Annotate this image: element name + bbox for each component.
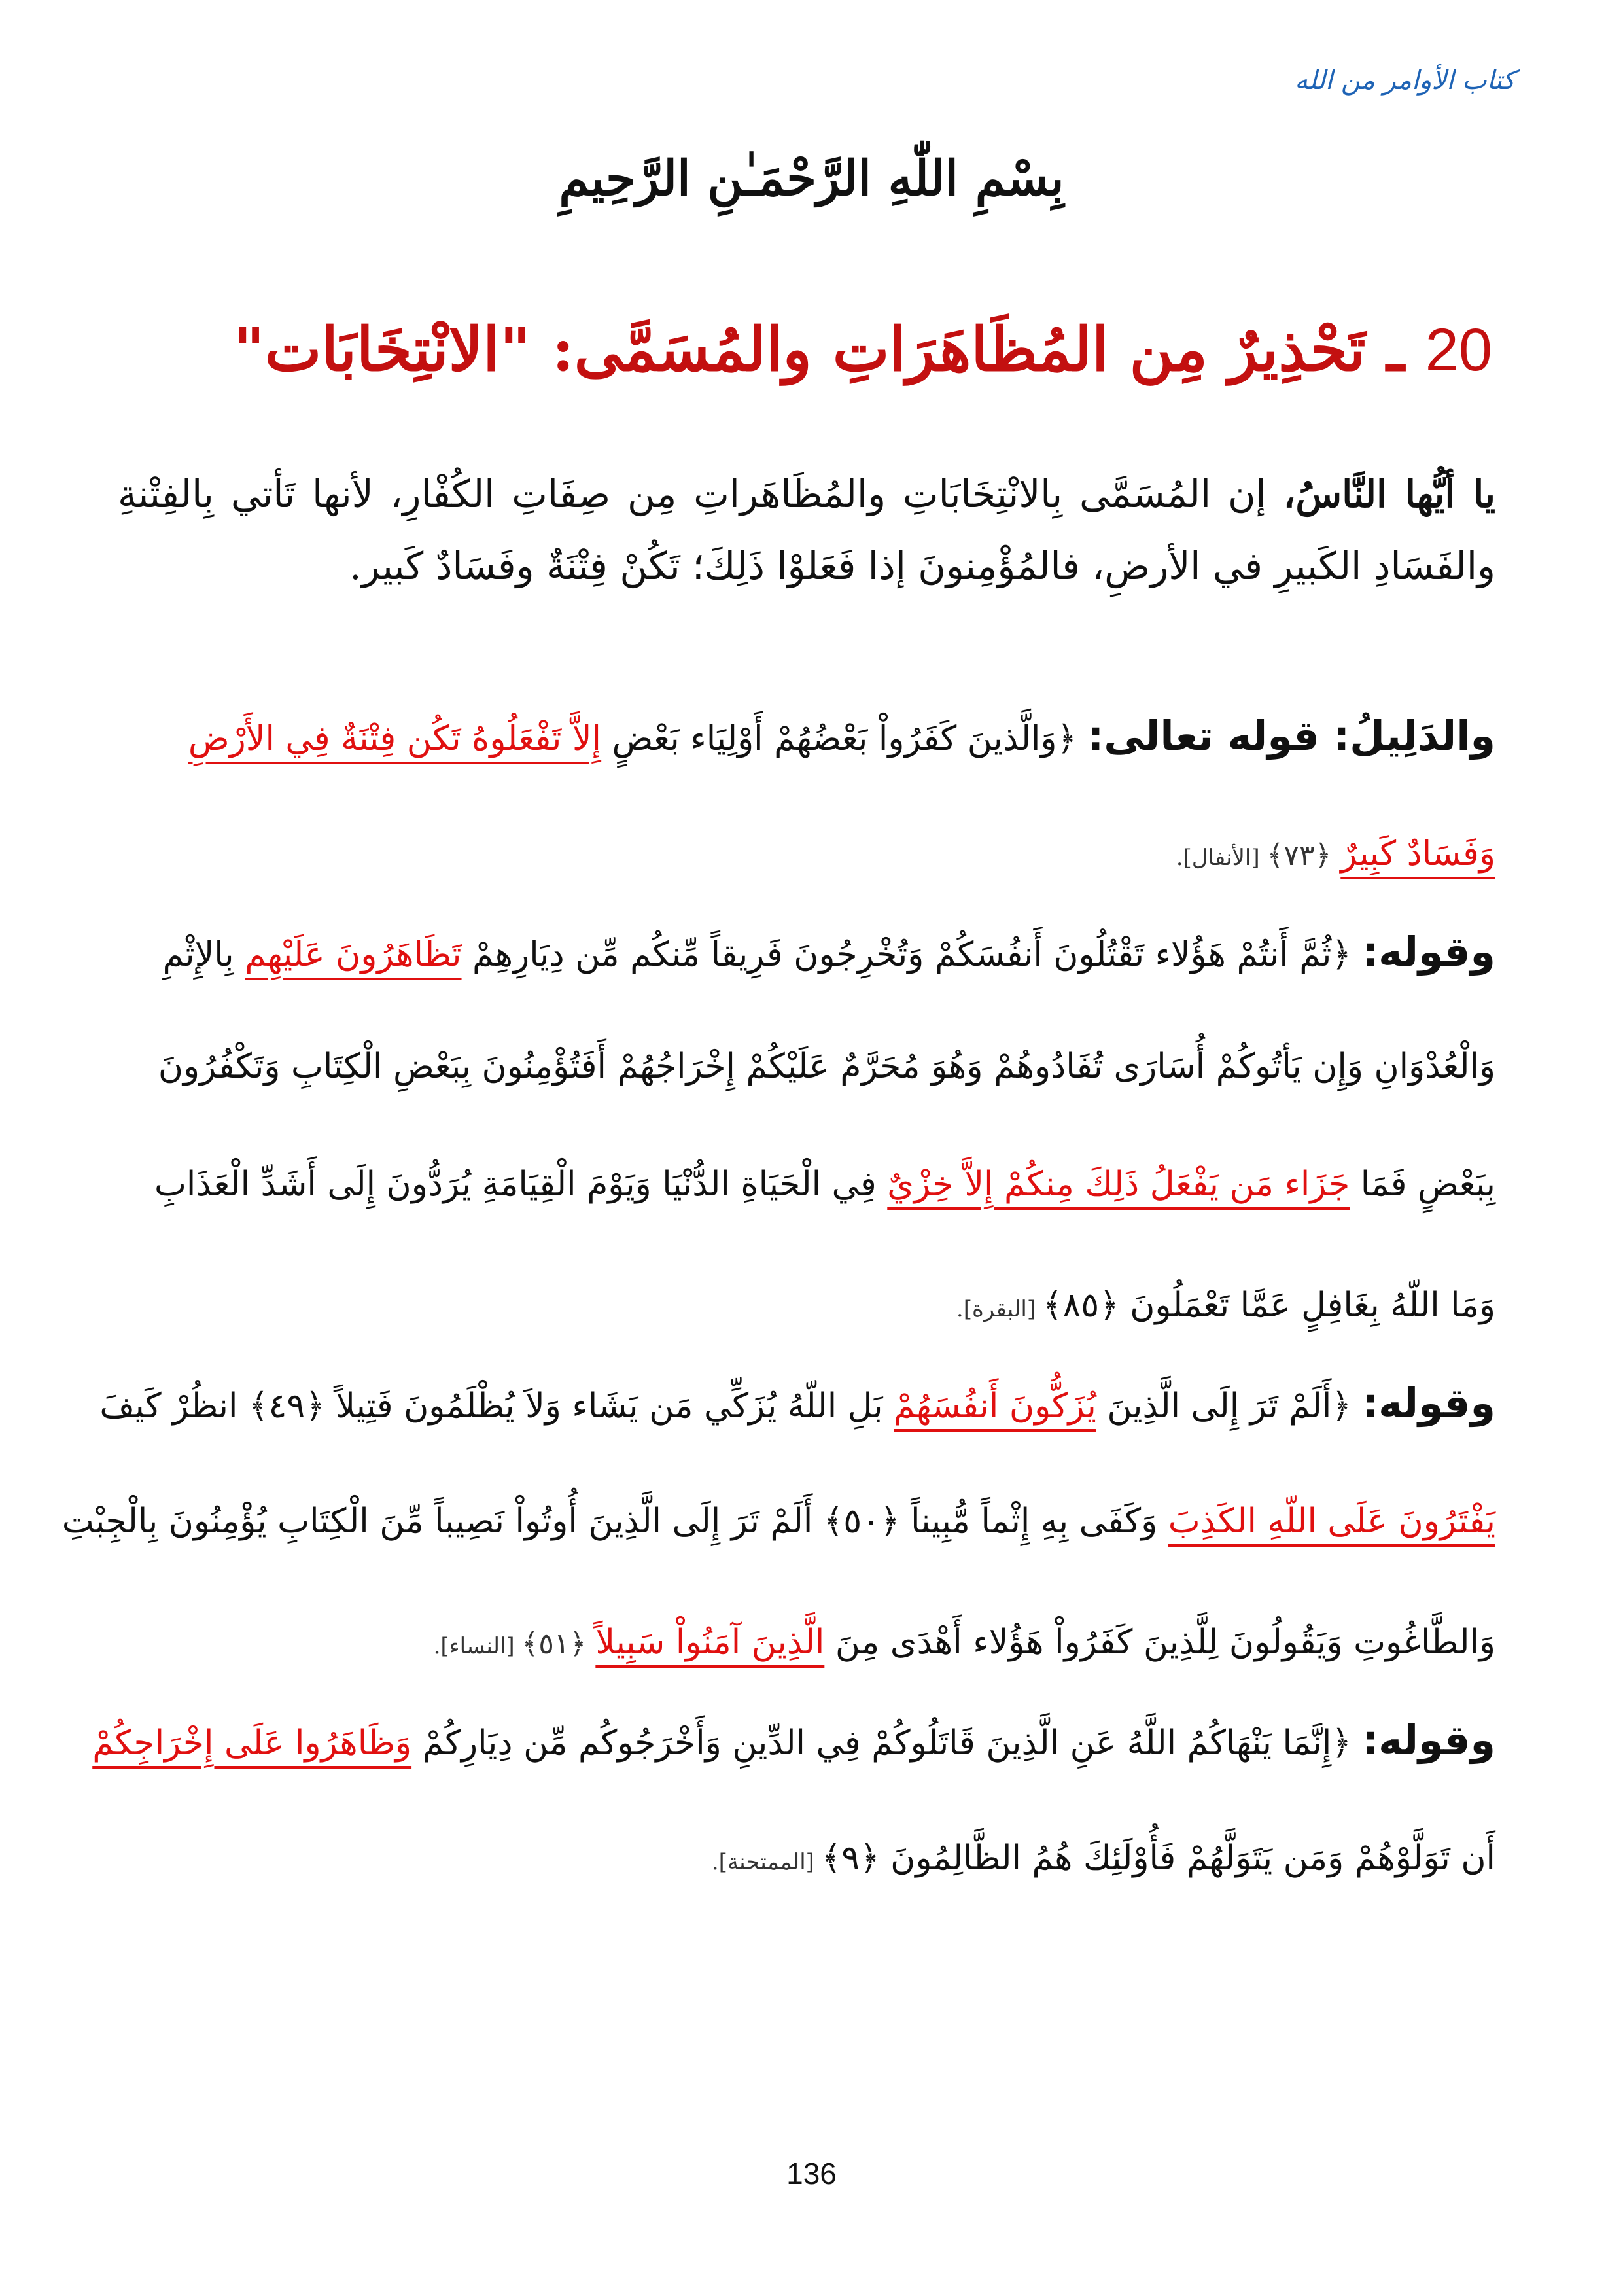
section-number: 20 [1425,317,1492,383]
verse2-text-line4: وَمَا اللّهُ بِغَافِلٍ عَمَّا تَعْمَلُونَ ﴿٨٥﴾ [1042,1286,1495,1325]
verse3-text-c: وَكَفَى بِهِ إِثْماً مُّبِيناً ﴿٥٠﴾ أَلَمْ تَرَ إِلَى الَّذِينَ أُوتُواْ نَصِيباً مِّنَ الْكِتَابِ يُؤْمِنُونَ بِالْجِبْتِ [61,1502,1168,1541]
book-title-logo: كتاب الأوامر من الله [1295,65,1515,96]
surah-reference: [النساء]. [433,1633,522,1659]
intro-lead: يا أيُّها النَّاسُ، [1283,472,1496,516]
verse3-text-a: ﴿أَلَمْ تَرَ إِلَى الَّذِينَ [1096,1386,1363,1426]
verse3-text-d: وَالطَّاغُوتِ وَيَقُولُونَ لِلَّذِينَ كَفَرُواْ هَؤُلاء أَهْدَى مِنَ [824,1623,1495,1662]
evidence-verse-a: ﴿وَالَّذينَ كَفَرُواْ بَعْضُهُمْ أَوْلِيَاء بَعْضٍ [601,719,1088,758]
verse4-text-a: ﴿إِنَّمَا يَنْهَاكُمُ اللَّهُ عَنِ الَّذِينَ قَاتَلُوكُمْ فِي الدِّينِ وَأَخْرَجُوكُم مِّن دِيَارِكُمْ [411,1723,1363,1763]
evidence-verse-highlight-2: وَفَسَادٌ كَبِيرٌ [1340,834,1495,874]
verse2-text-a: ﴿ثُمَّ أَنتُمْ هَؤُلاء تَقْتُلُونَ أَنفُسَكُمْ وَتُخْرِجُونَ فَرِيقاً مِّنكُم مِّن دِيَارِهِمْ [461,935,1363,974]
surah-reference: [الأنفال]. [1176,845,1267,871]
verse3-text-b: بَلِ اللّهُ يُزَكِّي مَن يَشَاء وَلاَ يُظْلَمُونَ فَتِيلاً ﴿٤٩﴾ انظُرْ كَيفَ [99,1386,894,1426]
verse3-line-2 [61,1489,1495,1554]
section-title-text: ـ تَحْذِيرٌ مِن المُظَاهَرَاتِ والمُسَمَّى: "الانْتِخَابَات" [233,314,1405,385]
verse4-line-1 [92,1708,1495,1776]
evidence-line-2 [118,821,1495,891]
intro-paragraph [118,458,1495,602]
verse3-highlight-3: الَّذِينَ آمَنُواْ سَبِيلاً [595,1623,825,1662]
verse2-text-c: بِبَعْضٍ فَمَا [1350,1165,1495,1204]
verse4-lead: وقوله: [1362,1716,1495,1764]
verse3-highlight-2: يَفْتَرُونَ عَلَى اللّهِ الكَذِبَ [1168,1502,1495,1541]
evidence-verse-highlight: إِلاَّ تَفْعَلُوهُ تَكُن فِتْنَةٌ فِي الأَرْضِ [188,719,601,758]
verse3-line-1 [99,1371,1495,1439]
verse3-line-3 [118,1610,1495,1679]
surah-reference: [البقرة]. [956,1296,1043,1322]
verse2-line-2 [118,1034,1495,1099]
verse-end-marker: ﴿٧٣﴾ [1266,839,1341,872]
basmala: بِسْمِ اللّٰهِ الرَّحْمَـٰنِ الرَّحِيمِ [559,150,1064,207]
verse4-text-line2: أَن تَوَلَّوْهُمْ وَمَن يَتَوَلَّهُمْ فَأُوْلَئِكَ هُمُ الظَّالِمُونَ ﴿٩﴾ [821,1839,1495,1878]
verse4-highlight: وَظَاهَرُوا عَلَى إِخْرَاجِكُمْ [92,1723,412,1763]
page-number: 136 [786,2157,837,2191]
section-title [234,314,1492,385]
evidence-line-1 [118,703,1495,771]
verse2-text-line2: وَالْعُدْوَانِ وَإِن يَأتُوكُمْ أُسَارَى تُفَادُوهُمْ وَهُوَ مُحَرَّمٌ عَلَيْكُمْ إِخْرَاجُهُمْ أَفَتُؤْمِنُونَ بِبَعْضِ الْكِتَابِ وَتَكْفُرُونَ [158,1047,1495,1086]
intro-text: إن المُسَمَّى بِالانْتِخَابَاتِ والمُظَاهَراتِ مِن صِفَاتِ الكُفْارِ، لأنها تَأتي بِالفِتْنةِ والفَسَادِ الكَبيرِ في الأرضِ، فالمُؤْمِنونَ إذا فَعَلوْا ذَلِكَ؛ تَكُنْ فِتْنَةٌ وفَسَادٌ كَبير. [118,472,1495,588]
surah-reference: [الممتحنة]. [711,1849,822,1875]
verse2-highlight-2: جَزَاء مَن يَفْعَلُ ذَلِكَ مِنكُمْ إِلاَّ خِزْيٌ [887,1165,1350,1204]
verse-end-marker: ﴿٥١﴾ [521,1627,596,1661]
verse2-highlight-1: تَظَاهَرُونَ عَلَيْهِم [245,935,462,974]
verse3-lead: وقوله: [1362,1379,1495,1427]
verse3-highlight-1: يُزَكُّونَ أَنفُسَهُمْ [894,1386,1096,1426]
verse2-line-4 [118,1273,1495,1342]
verse2-line-1 [118,919,1495,987]
verse2-line-3 [118,1152,1495,1217]
verse2-text-b: بِالإِثْمِ [162,935,245,974]
verse2-text-d: فِي الْحَيَاةِ الدُّنْيَا وَيَوْمَ الْقِيَامَةِ يُرَدُّونَ إِلَى أَشَدِّ الْعَذَابِ [154,1165,888,1204]
evidence-lead: والدَلِيلُ: قوله تعالى: [1087,712,1495,760]
verse4-line-2 [118,1826,1495,1895]
verse2-lead: وقوله: [1362,928,1495,976]
